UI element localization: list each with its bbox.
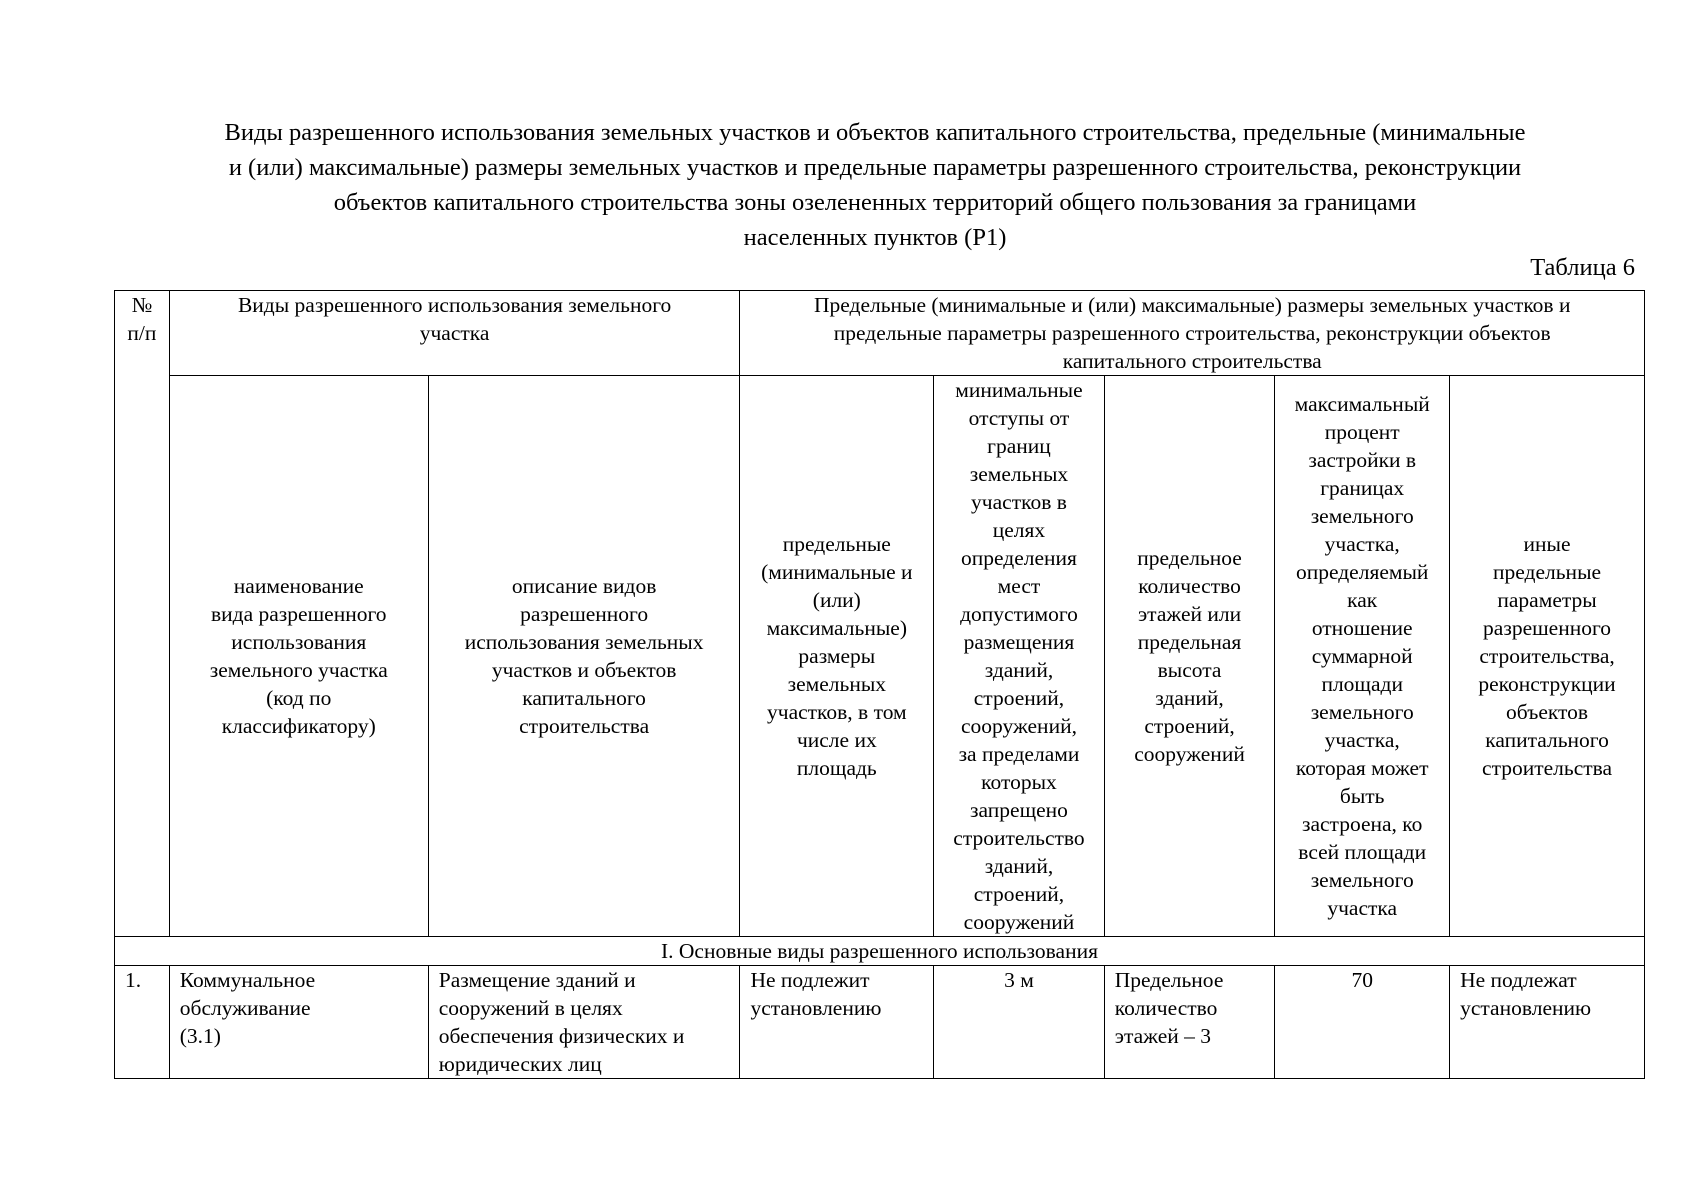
row-other: Не подлежат установлению [1450, 966, 1645, 1079]
title-line-3: объектов капитального строительства зоны озелененных территорий общего пользования за границами [333, 189, 1417, 216]
header-number: № п/п [115, 291, 170, 937]
header-col-other: иные предельные параметры разрешенного строительства, реконструкции объектов капитального строительства [1450, 376, 1645, 937]
header-col-description: описание видов разрешенного использования земельных участков и объектов капитального строительства [428, 376, 740, 937]
row-description: Размещение зданий и сооружений в целях обеспечения физических и юридических лиц [428, 966, 740, 1079]
header-use-group: Виды разрешенного использования земельного участка [169, 291, 740, 376]
header-row-1 [115, 291, 1645, 376]
header-row-2 [115, 376, 1645, 937]
document-title [110, 115, 1640, 255]
row-coverage: 70 [1275, 966, 1450, 1079]
row-number: 1. [115, 966, 170, 1079]
title-line-2: и (или) максимальные) размеры земельных участков и предельные параметры разрешенного строительства, реконструкции [228, 154, 1522, 181]
row-size: Не подлежит установлению [740, 966, 934, 1079]
row-name: Коммунальное обслуживание (3.1) [169, 966, 428, 1079]
header-col-size: предельные (минимальные и (или) максимальные) размеры земельных участков, в том числе их площадь [740, 376, 934, 937]
section-title: I. Основные виды разрешенного использования [115, 937, 1645, 966]
row-floors: Предельное количество этажей – 3 [1104, 966, 1275, 1079]
title-line-1: Виды разрешенного использования земельных участков и объектов капитального строительства, предельные (минимальные [224, 119, 1526, 146]
section-row [115, 937, 1645, 966]
table-caption: Таблица 6 [1530, 254, 1635, 281]
header-col-floors: предельное количество этажей или предельная высота зданий, строений, сооружений [1104, 376, 1275, 937]
table-row [115, 966, 1645, 1079]
header-col-name: наименование вида разрешенного использования земельного участка (код по классификатору) [169, 376, 428, 937]
header-col-setback: минимальные отступы от границ земельных участков в целях определения мест допустимого размещения зданий, строений, сооружений, за пределами которых запрещено строительство зданий, строений, сооружений [934, 376, 1105, 937]
header-params-group: Предельные (минимальные и (или) максимальные) размеры земельных участков и предельные параметры разрешенного строительства, реконструкции объектов капитального строительства [740, 291, 1645, 376]
regulations-table [114, 290, 1645, 1079]
row-setback: 3 м [934, 966, 1105, 1079]
title-line-4: населенных пунктов (Р1) [743, 224, 1007, 251]
header-col-coverage: максимальный процент застройки в границах земельного участка, определяемый как отношение суммарной площади земельного участка, которая может быть застроена, ко всей площади земельного участка [1275, 376, 1450, 937]
